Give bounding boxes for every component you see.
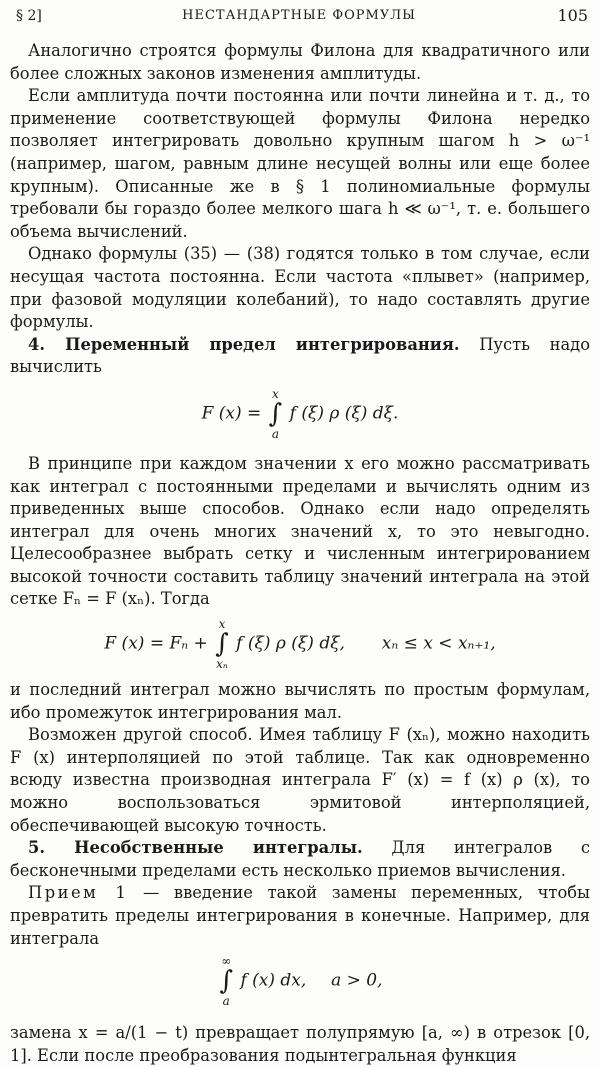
integral-lower-limit: xₙ	[216, 657, 228, 672]
section-5-paragraph	[10, 837, 590, 882]
integral-sign-icon: ∞ ∫ a	[219, 954, 234, 1009]
integral-upper-limit: x	[218, 617, 226, 632]
method-1-text: — введение такой замены переменных, чтобы превратить пределы интегрирования в конечные. Например, для интеграла	[10, 883, 591, 948]
paragraph-simple-formulas: и последний интеграл можно вычислять по простым формулам, ибо промежуток интегрирования мал.	[10, 680, 590, 722]
formula-lhs: F (x) =	[201, 403, 262, 424]
integral-sign-icon: x ∫ xₙ	[215, 617, 229, 672]
formula-condition: xₙ ≤ x < xₙ₊₁,	[381, 633, 496, 654]
paragraph-grid-table: В принципе при каждом значении x его можно рассматривать как интеграл с постоянными пределами и вычислять одним из приведенных выше способов. Однако если надо определять интеграл для очень многих значений x, то это невыгодно. Целесообразнее выбрать сетку и численным интегрированием высокой точности составить таблицу значений интеграла на этой сетке Fₙ = F (xₙ). Тогда	[10, 453, 590, 609]
formula-integrand: f (x) dx,	[240, 970, 307, 991]
running-header	[10, 6, 588, 28]
integral-lower-limit: a	[222, 994, 230, 1009]
formula-integrand: f (ξ) ρ (ξ) dξ,	[236, 633, 345, 654]
formula-variable-limit	[10, 387, 590, 441]
paragraph-filon-quadratic: Аналогично строятся формулы Филона для квадратичного или более сложных законов изменения амплитуды.	[10, 41, 590, 83]
running-title: НЕСТАНДАРТНЫЕ ФОРМУЛЫ	[182, 8, 416, 23]
integral-sign-icon: x ∫ a	[268, 386, 283, 441]
section-marker: § 2]	[16, 8, 42, 24]
section-4-heading: 4. Переменный предел интегрирования.	[28, 334, 460, 354]
integral-upper-limit: x	[272, 386, 279, 401]
formula-condition: a > 0,	[331, 970, 383, 991]
method-1-lead: Прием 1	[28, 883, 129, 903]
section-4-paragraph	[10, 334, 590, 379]
paragraph-step-size: Если амплитуда почти постоянна или почти линейна и т. д., то применение соответствующей формулы Филона нередко позволяет интегрировать довольно крупным шагом h > ω⁻¹ (например, шагом, равным длине несущей волны или еще более крупным). Описанные же в § 1 полиномиальные формулы требовали бы гораздо более мелкого шага h ≪ ω⁻¹, т. е. большего объема вычислений.	[10, 86, 590, 241]
formula-improper-integral	[10, 954, 590, 1008]
formula-lhs: F (x) = Fₙ +	[104, 633, 208, 654]
section-5-heading: 5. Несобственные интегралы.	[28, 838, 363, 858]
section-5-text: Для интегралов с бесконечными пределами есть несколько приемов вычисления.	[10, 838, 590, 880]
paragraph-carrier-frequency: Однако формулы (35) — (38) годятся только в том случае, если несущая частота постоянна. Если частота «плывет» (например, при фазовой модуляции колебаний), то надо составлять другие формулы.	[10, 244, 590, 332]
page-body	[10, 40, 590, 1067]
formula-table-interpolation	[10, 617, 590, 671]
section-4-text: Пусть надо вычислить	[10, 334, 590, 377]
integral-lower-limit: a	[271, 426, 280, 441]
paragraph-hermite-interpolation: Возможен другой способ. Имея таблицу F (xₙ), можно находить F (x) интерполяцией по этой таблице. Так как одновременно всюду известна производная интеграла F′ (x) = f (x) ρ (x), то можно воспользоваться эрмитовой интерполяцией, обеспечивающей высокую точность.	[10, 725, 590, 835]
paragraph-substitution: замена x = a/(1 − t) превращает полупрямую [a, ∞) в отрезок [0, 1]. Если после преобразования подынтегральная функция	[10, 1023, 590, 1065]
integral-upper-limit: ∞	[221, 954, 232, 969]
formula-integrand: f (ξ) ρ (ξ) dξ.	[289, 403, 399, 424]
page-number: 105	[557, 6, 588, 25]
paragraph-method-1	[10, 882, 590, 950]
